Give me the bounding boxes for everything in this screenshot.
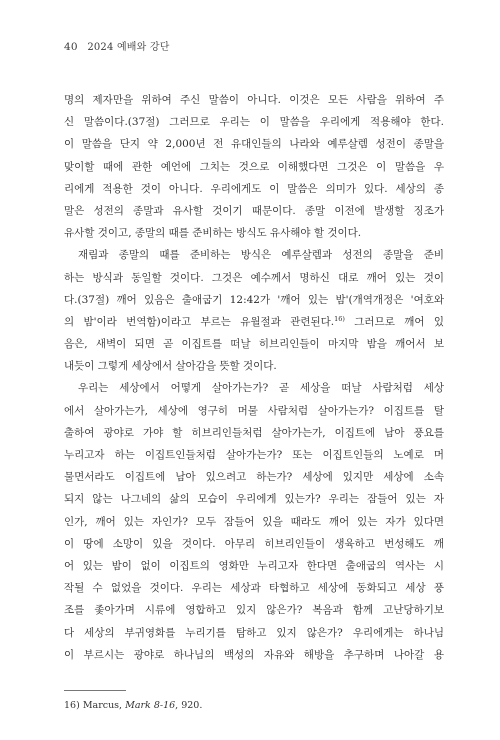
footnote-title: Mark 8-16 (125, 700, 176, 711)
footnote-label: 16) Marcus, (64, 700, 126, 711)
text-line: 다.(37절) 깨어 있음은 출애굽기 12:42가 '깨어 있는 밤'(개역개정은 '여호와 (64, 293, 444, 306)
footnote (64, 700, 202, 711)
text-line: 에서 살아가는가, 세상에 영구히 머물 사람처럼 살아가는가? 이집트를 탈 (64, 404, 444, 417)
text-line: 내듯이 그렇게 세상에서 살아감을 뜻할 것이다. (64, 360, 277, 373)
text-line-segment: 그러므로 깨어 있 (344, 315, 444, 328)
text-line: 누리고자 하는 이집트인들처럼 살아가는가? 또는 이집트인들의 노예로 머 (64, 449, 444, 461)
footnote-pages: , 920. (175, 700, 203, 711)
text-line: 이 부르시는 광야로 하나님의 백성의 자유와 해방을 추구하며 나아갈 용 (64, 648, 444, 661)
text-line: 리에게 적용한 것이 아니다. 우리에게도 이 말씀은 의미가 있다. 세상의 종 (64, 182, 444, 195)
text-line-segment: 의 밤'이라 번역함)이라고 부르는 유월절과 관련된다. (64, 315, 335, 328)
text-line: 출하여 광야로 가야 할 히브리인들처럼 살아가는가, 이집트에 남아 풍요를 (64, 426, 444, 439)
body-text (64, 89, 444, 666)
text-line: 어 있는 밤이 없이 이집트의 영화만 누리고자 한다면 출애굽의 역사는 시 (64, 559, 444, 572)
text-line: 하는 방식과 동일할 것이다. 그것은 예수께서 명하신 대로 깨어 있는 것이 (64, 271, 444, 284)
text-line: 신 말씀이다.(37절) 그러므로 우리는 이 말씀을 우리에게 적용해야 한다. (64, 116, 444, 129)
text-line: 인가, 깨어 있는 자인가? 모두 잠들어 있을 때라도 깨어 있는 자가 있다면 (64, 515, 444, 528)
text-line: 이 말씀을 단지 약 2,000년 전 유대인들의 나라와 예루살렘 성전이 종말을 (64, 138, 444, 151)
footnote-reference[interactable]: 16) (334, 314, 345, 323)
text-line: 되지 않는 나그네의 삶의 모습이 우리에게 있는가? 우리는 잠들어 있는 자 (64, 493, 444, 506)
page-number: 40 (64, 41, 78, 53)
text-line: 이 땅에 소망이 있을 것이다. 아무리 히브리인들이 생육하고 번성해도 깨 (64, 537, 444, 550)
text-line: 말은 성전의 종말과 유사할 것이기 때문이다. 종말 이전에 발생할 징조가 (64, 204, 444, 217)
text-line: 조를 좇아가며 시류에 영합하고 있지 않은가? 복음과 함께 고난당하기보 (64, 604, 444, 617)
text-line: 명의 제자만을 위하여 주신 말씀이 아니다. 이것은 모든 사람을 위하여 주 (64, 94, 444, 106)
text-line-with-footnote (64, 311, 444, 333)
text-line: 다 세상의 부귀영화를 누리기를 탐하고 있지 않은가? 우리에게는 하나님 (64, 626, 444, 639)
text-line: 물면서라도 이집트에 남아 있으려고 하는가? 세상에 있지만 세상에 소속 (64, 471, 444, 484)
text-line: 맞이할 때에 관한 예언에 그치는 것으로 이해했다면 그것은 이 말씀을 우 (64, 160, 444, 173)
text-line: 재림과 종말의 때를 준비하는 방식은 예루살렘과 성전의 종말을 준비 (78, 249, 444, 262)
footnote-divider (64, 690, 126, 691)
running-head (64, 38, 170, 53)
text-line: 작될 수 없었을 것이다. 우리는 세상과 타협하고 세상에 동화되고 세상 풍 (64, 582, 444, 595)
text-line: 유사할 것이고, 종말의 때를 준비하는 방식도 유사해야 할 것이다. (64, 227, 362, 240)
text-line: 우리는 세상에서 어떻게 살아가는가? 곧 세상을 떠날 사람처럼 세상 (78, 382, 444, 395)
book-title: 2024 예배와 강단 (87, 42, 170, 53)
text-line: 음은, 새벽이 되면 곧 이집트를 떠날 히브리인들이 마지막 밤을 깨어서 보 (64, 338, 444, 351)
